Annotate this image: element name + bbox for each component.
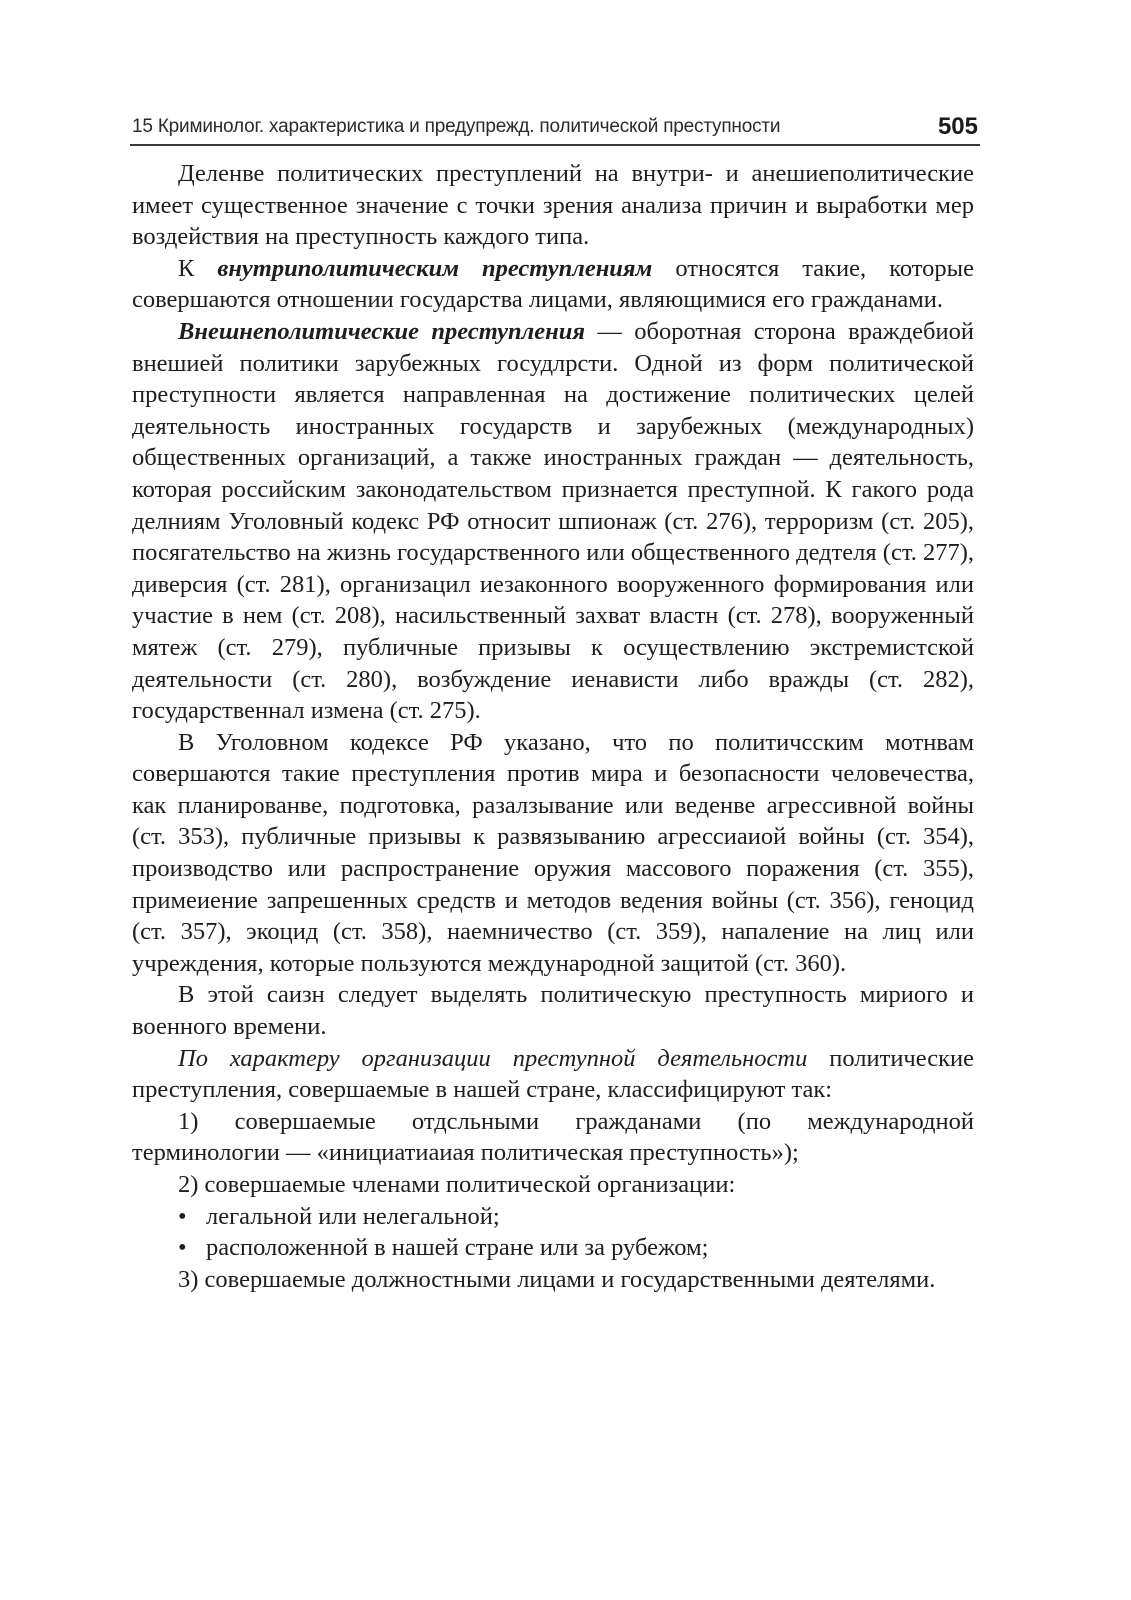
list-item-2: 2) совершаемые членами политической организации: xyxy=(178,1171,736,1198)
bullet-icon: • xyxy=(178,1234,187,1262)
page-body xyxy=(132,158,974,1295)
page-number: 505 xyxy=(937,113,978,140)
running-header xyxy=(130,108,980,146)
paragraph-rest: относятся такие, которые совершаются отношении государства лицами, являющимися его гражданами. xyxy=(132,254,974,314)
bullet-item xyxy=(132,1201,974,1233)
bullet-list xyxy=(132,1201,974,1264)
bullet-icon: • xyxy=(178,1202,187,1230)
paragraph-division: Деленве политических преступлений на внутри- и анешиеполитические имеет существенное значение с точки зрения анализа причин и выработки мер воздействия на преступность каждого типа. xyxy=(132,160,974,251)
paragraph-peace-war: В этой саизн следует выделять политическую преступность мириого и военного времени. xyxy=(132,981,974,1041)
chapter-title: 15 Криминолог. характеристика и предупрежд. политической преступности xyxy=(132,116,781,137)
paragraph-criminal-code: В Уголовном кодексе РФ указано, что по политичсским мотнвам совершаются такие преступления против мира и безопасности человечества, как планированве, подготовка, разалзывание или веденве агрессивной войны (ст. 353), публичные призывы к развязыванию агрессиаиой войны (ст. 354), производство или распространение оружия массового поражения (ст. 355), примеиение запрешенных средств и методов ведения войны (ст. 356), геноцид (ст. 357), экоцид (ст. 358), наемничество (ст. 359), напаление на лиц или учреждения, которые пользуются международной защитой (ст. 360). xyxy=(132,728,974,977)
paragraph-foreign xyxy=(132,316,974,727)
paragraph-lead: К xyxy=(178,254,218,282)
paragraph-rest: политические преступления, совершаемые в нашей стране, классифицируют так: xyxy=(132,1044,974,1104)
bullet-item xyxy=(132,1232,974,1264)
term-domestic-crimes: внутриполитическим преступлениям xyxy=(217,254,653,282)
paragraph-organization xyxy=(132,1043,974,1106)
bullet-text: расположенной в нашей стране или за рубежом; xyxy=(206,1234,709,1262)
paragraph-domestic xyxy=(132,253,974,316)
term-organization: По характеру организации преступной деятельности xyxy=(178,1044,808,1072)
paragraph-rest: — оборотная сторона враждебиой внешией политики зарубежных госудлрсти. Одной из форм политической преступности является направленная на достижение политических целей деятельность иностранных государств и зарубежных (международных) общественных организаций, а также иностранных граждан — деятельность, которая российским законодательством признается преступной. К гакого рода делниям Уголовный кодекс РФ относит шпионаж (ст. 276), терроризм (ст. 205), посягательство на жизнь государственного или общественного дедтеля (ст. 277), диверсия (ст. 281), организацил иезаконного вооруженного формирования или участие в нем (ст. 208), насильственный захват властн (ст. 278), вооруженный мятеж (ст. 279), публичные призывы к осуществлению экстремистской деятельности (ст. 280), возбуждение иенависти либо вражды (ст. 282), государственнал измена (ст. 275). xyxy=(132,317,974,725)
list-item-3: 3) совершаемые должностными лицами и государственными деятелями. xyxy=(178,1265,936,1293)
term-foreign-crimes: Внешнеполитические преступления xyxy=(178,317,585,345)
list-item-1: 1) совершаемые отдсльными гражданами (по международной терминологии — «инициатиаиая политическая преступность»); xyxy=(132,1107,974,1167)
bullet-text: легальной или нелегальной; xyxy=(206,1202,500,1230)
